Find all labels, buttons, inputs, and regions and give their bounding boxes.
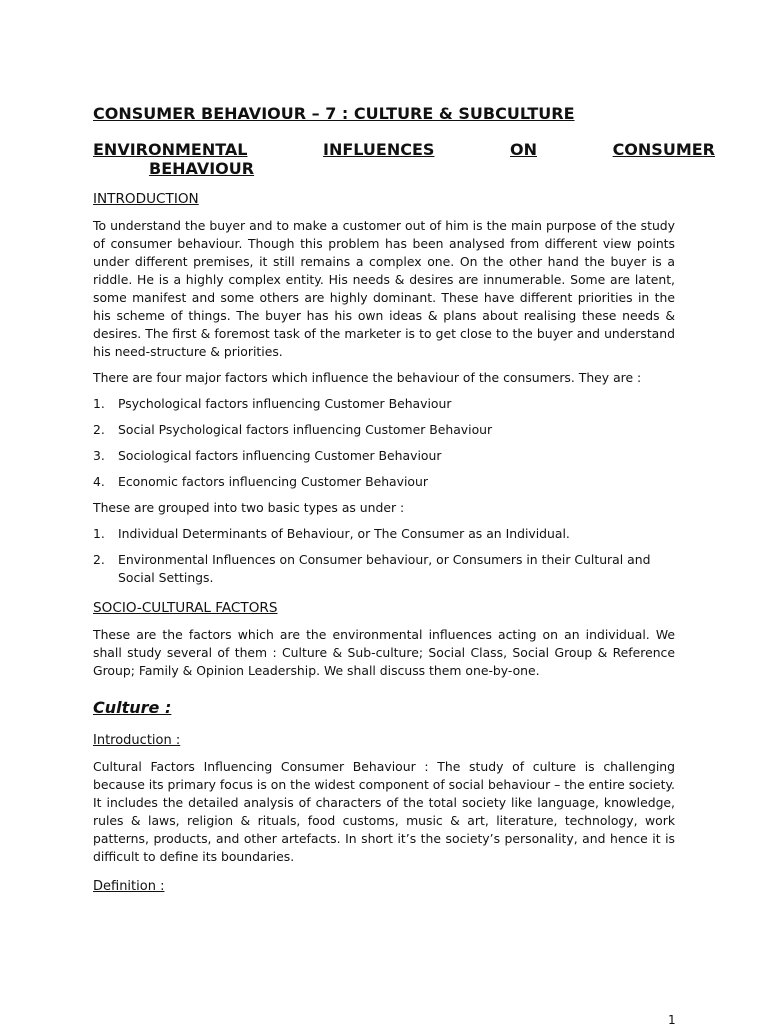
subtitle-word: ON [510,140,537,159]
list-item [93,395,675,413]
list-item [93,551,675,587]
list-number: 3. [93,448,105,463]
definition-heading: Definition : [93,879,165,894]
list-text: Economic factors influencing Customer Behaviour [118,474,428,489]
list-number: 2. [93,422,105,437]
list-number: 1. [93,396,105,411]
list-number: 1. [93,526,105,541]
list-number: 2. [93,552,105,567]
subtitle-line-2: BEHAVIOUR [149,159,255,178]
subtitle-line-1 [93,140,715,159]
culture-introduction-heading: Introduction : [93,733,181,748]
culture-introduction-paragraph: Cultural Factors Influencing Consumer Behaviour : The study of culture is challenging because its primary focus is on the widest component of social behaviour – the entire society. It includes the detailed analysis of characters of the total society like language, knowledge, rules & laws, religion & rituals, food customs, music & art, literature, technology, work patterns, products, and other artefacts. In short it’s the society’s personality, and hence it is difficult to define its boundaries. [93,759,675,864]
document-title: CONSUMER BEHAVIOUR – 7 : CULTURE & SUBCULTURE [93,104,575,123]
list-item [93,447,675,465]
socio-cultural-paragraph: These are the factors which are the environmental influences acting on an individual. We shall study several of them : Culture & Sub-culture; Social Class, Social Group & Reference Group; Family & Opinion Leadership. We shall discuss them one-by-one. [93,627,675,678]
subtitle-word: CONSUMER [612,140,715,159]
factors-list [93,395,675,491]
list-item [93,421,675,439]
list-number: 4. [93,474,105,489]
list-item [93,525,675,543]
list-text: Sociological factors influencing Customer Behaviour [118,448,442,463]
culture-heading: Culture : [93,698,172,717]
introduction-paragraph: To understand the buyer and to make a customer out of him is the main purpose of the study of consumer behaviour. Though this problem has been analysed from different view points under different premises, it still remains a complex one. On the other hand the buyer is a riddle. He is a highly complex entity. His needs & desires are innumerable. Some are latent, some manifest and some others are highly dominant. These have different priorities in the his scheme of things. The buyer has his own ideas & plans about realising these needs & desires. The first & foremost task of the marketer is to get close to the buyer and understand his need-structure & priorities. [93,218,675,359]
socio-cultural-heading: SOCIO-CULTURAL FACTORS [93,600,278,616]
document-page [93,104,715,904]
list-text: Individual Determinants of Behaviour, or The Consumer as an Individual. [118,526,570,541]
list-item [93,473,675,491]
types-intro-paragraph: These are grouped into two basic types as under : [93,500,405,515]
introduction-heading: INTRODUCTION [93,191,199,207]
list-text: Psychological factors influencing Customer Behaviour [118,396,452,411]
list-text: Social Psychological factors influencing Customer Behaviour [118,422,493,437]
subtitle-word: ENVIRONMENTAL [93,140,248,159]
document-subtitle [93,140,715,178]
page-number: 1 [668,1013,676,1027]
types-list [93,525,675,587]
factors-intro-paragraph: There are four major factors which influence the behaviour of the consumers. They are : [93,370,642,385]
subtitle-word: INFLUENCES [323,140,435,159]
list-text: Environmental Influences on Consumer behaviour, or Consumers in their Cultural and Social Settings. [118,552,651,585]
